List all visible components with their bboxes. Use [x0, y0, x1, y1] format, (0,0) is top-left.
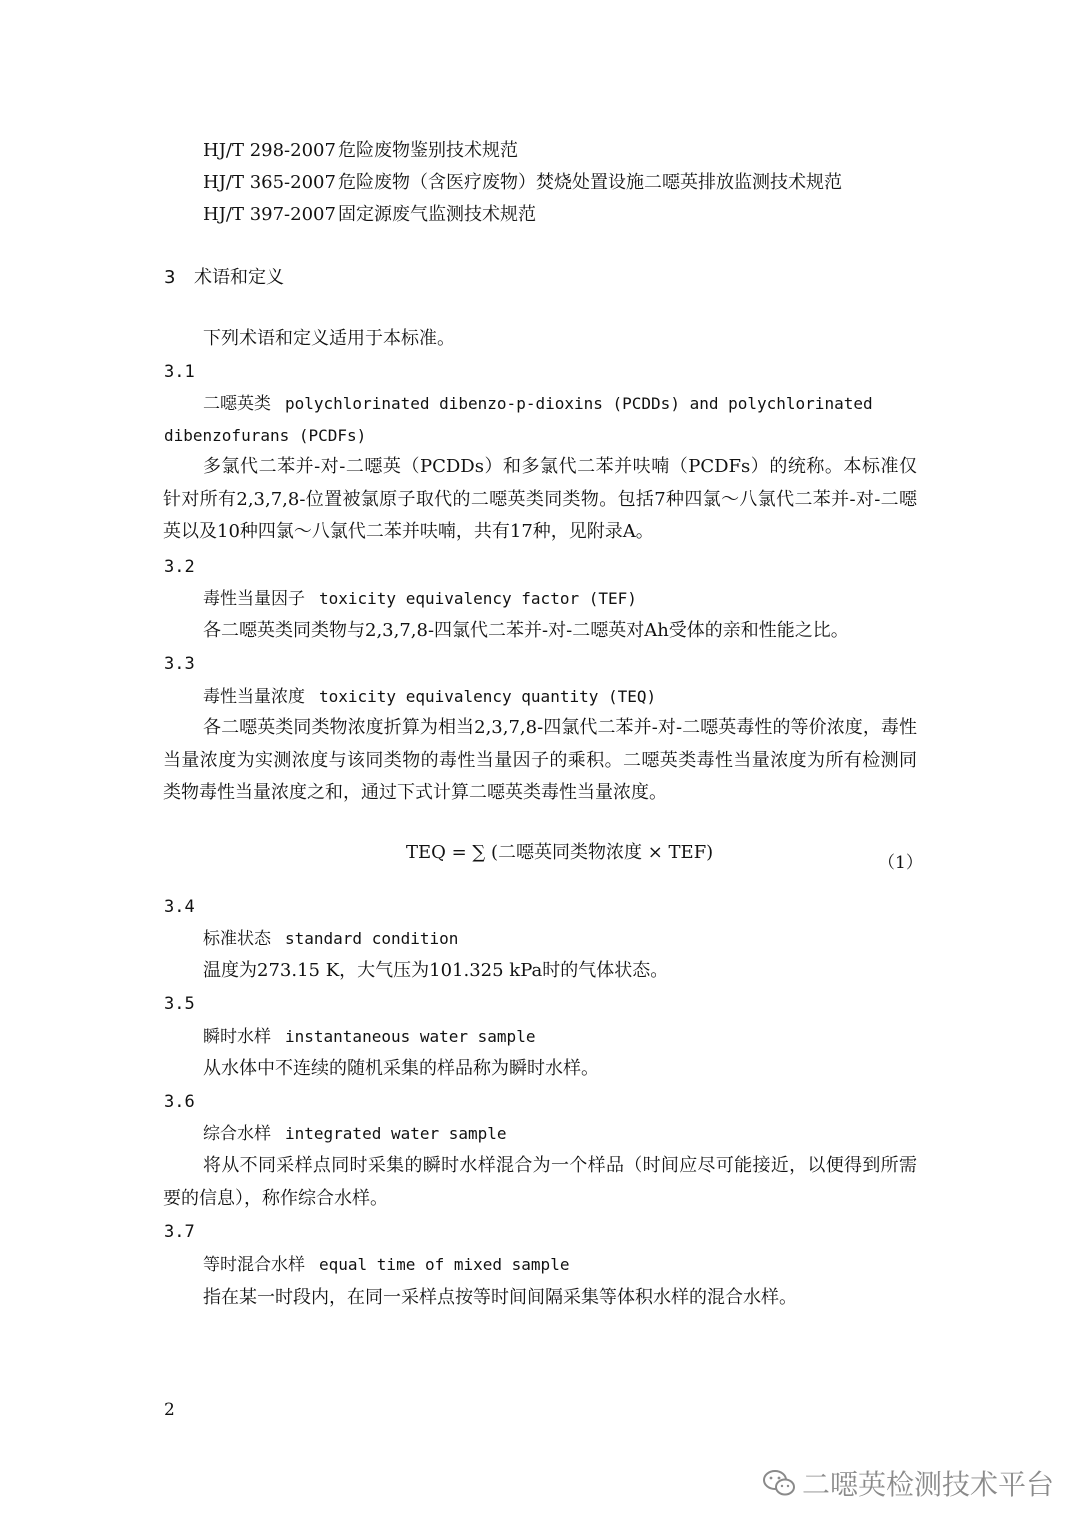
term-en: integrated water sample	[285, 1124, 507, 1143]
section-intro: 下列术语和定义适用于本标准。	[203, 328, 455, 349]
reference-title: 固定源废气监测技术规范	[338, 204, 536, 225]
term-definition: 将从不同采样点同时采集的瞬时水样混合为一个样品（时间应尽可能接近，以便得到所需要的信息），称作综合水样。	[163, 1155, 917, 1209]
section-number: 3	[164, 267, 176, 288]
term-en-continued: dibenzofurans (PCDFs)	[164, 426, 367, 445]
term-number: 3.3	[164, 654, 195, 674]
term-heading	[203, 1253, 569, 1277]
reference-title: 危险废物鉴别技术规范	[338, 140, 518, 161]
equation-number: （1）	[878, 853, 923, 873]
watermark	[762, 1465, 1054, 1501]
reference-item	[203, 203, 536, 227]
term-en: toxicity equivalency quantity (TEQ)	[319, 687, 657, 706]
term-zh: 等时混合水样	[203, 1255, 305, 1275]
term-number: 3.6	[164, 1092, 195, 1112]
term-number: 3.1	[164, 362, 195, 382]
wechat-icon	[762, 1468, 796, 1498]
term-number: 3.2	[164, 557, 195, 577]
term-definition: 各二噁英类同类物浓度折算为相当2,3,7,8-四氯代二苯并-对-二噁英毒性的等价浓度，毒性当量浓度为实测浓度与该同类物的毒性当量因子的乘积。二噁英类毒性当量浓度为所有检测同类物毒性当量浓度之和，通过下式计算二噁英类毒性当量浓度。	[163, 717, 917, 803]
term-heading	[203, 927, 458, 951]
reference-code: HJ/T 365-2007	[203, 172, 336, 193]
term-heading	[203, 392, 917, 416]
reference-item	[203, 139, 518, 163]
page-number: 2	[164, 1400, 175, 1420]
term-zh: 毒性当量因子	[203, 589, 305, 609]
term-en: equal time of mixed sample	[319, 1255, 570, 1274]
term-en: instantaneous water sample	[285, 1027, 536, 1046]
term-zh: 二噁英类	[203, 394, 271, 414]
term-zh: 毒性当量浓度	[203, 687, 305, 707]
reference-code: HJ/T 298-2007	[203, 140, 336, 161]
term-heading	[203, 1025, 535, 1049]
term-zh: 瞬时水样	[203, 1027, 271, 1047]
term-heading	[203, 587, 637, 611]
term-zh: 标准状态	[203, 929, 271, 949]
term-definition: 从水体中不连续的随机采集的样品称为瞬时水样。	[203, 1058, 599, 1079]
term-heading	[203, 1122, 507, 1146]
section-title: 术语和定义	[194, 267, 284, 288]
formula: TEQ = ∑ (二噁英同类物浓度 × TEF)	[406, 842, 714, 863]
term-en: toxicity equivalency factor (TEF)	[319, 589, 637, 608]
term-definition: 指在某一时段内，在同一采样点按等时间间隔采集等体积水样的混合水样。	[203, 1287, 797, 1308]
term-en: polychlorinated dibenzo-p-dioxins (PCDDs) and polychlorinated	[285, 394, 873, 413]
reference-code: HJ/T 397-2007	[203, 204, 336, 225]
watermark-text: 二噁英检测技术平台	[802, 1468, 1055, 1501]
term-number: 3.7	[164, 1222, 195, 1242]
term-definition: 温度为273.15 K，大气压为101.325 kPa时的气体状态。	[203, 960, 669, 981]
term-zh: 综合水样	[203, 1124, 271, 1144]
term-definition: 多氯代二苯并-对-二噁英（PCDDs）和多氯代二苯并呋喃（PCDFs）的统称。本标准仅针对所有2,3,7,8-位置被氯原子取代的二噁英类同类物。包括7种四氯～八氯代二苯并-对-二噁英以及10种四氯～八氯代二苯并呋喃，共有17种，见附录A。	[163, 456, 917, 542]
term-definition: 各二噁英类同类物与2,3,7,8-四氯代二苯并-对-二噁英对Ah受体的亲和性能之比。	[203, 620, 849, 641]
reference-title: 危险废物（含医疗废物）焚烧处置设施二噁英排放监测技术规范	[338, 172, 842, 193]
reference-item	[203, 171, 842, 195]
term-number: 3.5	[164, 994, 195, 1014]
term-heading	[203, 685, 656, 709]
section-heading	[164, 266, 284, 290]
term-en: standard condition	[285, 929, 459, 948]
term-number: 3.4	[164, 897, 195, 917]
